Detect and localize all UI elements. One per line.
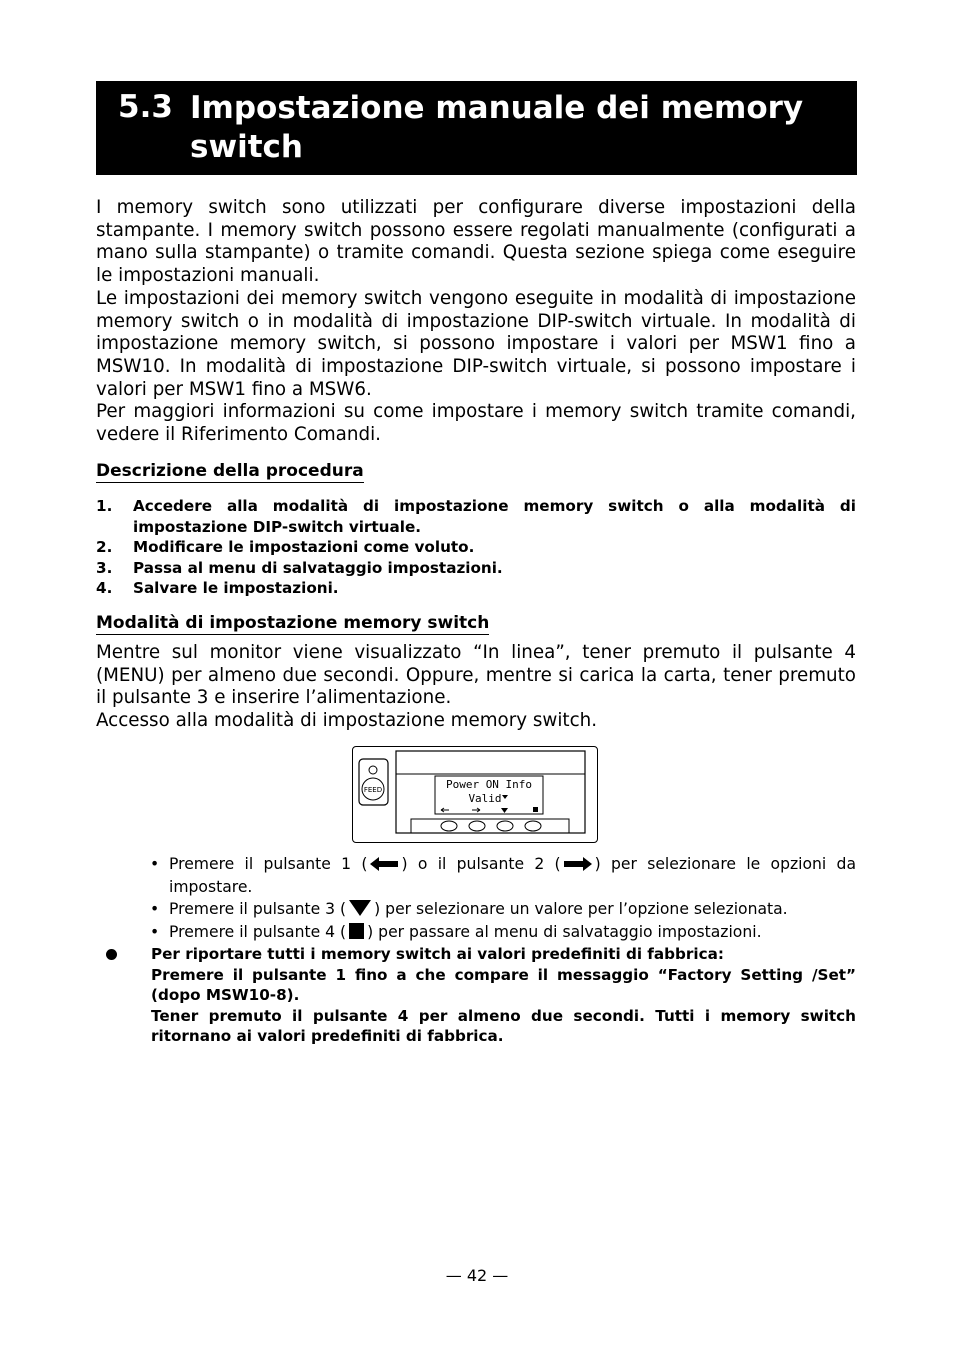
lcd-down-arrow-icon: [501, 808, 508, 813]
bullet-text: Premere il pulsante 4 (: [169, 922, 347, 941]
mode-paragraph-2: Accesso alla modalità di impostazione memory switch.: [96, 710, 598, 732]
step-item: [96, 578, 856, 599]
lcd-square-icon: [533, 807, 538, 812]
lcd-right-arrow-icon: [472, 808, 480, 812]
bullet-text: ) o il pulsante 2 (: [401, 855, 561, 873]
bullet-text: Premere il pulsante 1 (: [169, 855, 368, 873]
lcd-down-indicator-icon: [502, 795, 508, 799]
step-item: [96, 537, 856, 558]
section-title: Impostazione manuale dei memory switch: [190, 90, 804, 165]
procedure-heading: Descrizione della procedura: [96, 461, 364, 481]
down-triangle-icon: [348, 899, 372, 917]
list-item: [150, 898, 856, 921]
square-icon: [348, 922, 365, 940]
step-text: Accedere alla modalità di impostazione memory switch o alla modalità di impostazione DIP-switch virtuale.: [133, 497, 856, 536]
step-number: 3.: [96, 558, 113, 577]
list-item: [150, 921, 856, 944]
page-number: — 42 —: [445, 1266, 509, 1285]
right-arrow-icon: [563, 856, 593, 872]
lcd-left-arrow-icon: [441, 808, 449, 812]
panel-button-2[interactable]: [469, 821, 485, 831]
intro-paragraph-1: I memory switch sono utilizzati per configurare diverse impostazioni della stampante. I memory switch possono essere regolati manualmente (configurati a mano sulla stampante) o tramite comandi. Questa sezione spiega come eseguire le impostazioni manuali.: [96, 197, 856, 287]
power-led-icon: [369, 766, 377, 774]
button-instructions: [150, 853, 856, 943]
intro-paragraph-3: Per maggiori informazioni su come impostare i memory switch tramite comandi, vedere il Riferimento Comandi.: [96, 401, 856, 446]
bullet-dot: •: [150, 855, 160, 873]
note-step-1: Premere il pulsante 1 fino a che compare il messaggio “Factory Setting /Set” (dopo MSW10-8).: [151, 965, 856, 1004]
mode-heading: Modalità di impostazione memory switch: [96, 613, 490, 633]
button-strip: [411, 819, 569, 833]
bullet-text: ) per selezionare le opzioni da impostare.: [169, 855, 856, 896]
printer-control-panel: [352, 746, 598, 843]
procedure-steps: [96, 496, 856, 599]
step-item: [96, 496, 856, 537]
step-item: [96, 558, 856, 579]
panel-button-4[interactable]: [525, 821, 541, 831]
section-title-bar: [96, 81, 857, 175]
section-number: 5.3: [118, 89, 173, 125]
bullet-text: ) per selezionare un valore per l’opzione selezionata.: [374, 900, 788, 918]
factory-reset-note: [106, 944, 856, 1047]
step-text: Modificare le impostazioni come voluto.: [133, 538, 475, 556]
step-number: 1.: [96, 497, 113, 515]
step-number: 4.: [96, 579, 113, 597]
panel-drawing: [353, 747, 596, 841]
lcd-line-1: Power ON Info: [445, 778, 533, 791]
intro-paragraph-2: Le impostazioni dei memory switch vengono eseguite in modalità di impostazione memory switch o in modalità di impostazione DIP-switch virtuale. In modalità di impostazione memory switch, si possono impostare i valori per MSW1 fino a MSW10. In modalità di impostazione DIP-switch virtuale, si possono impostare i valori per MSW1 fino a MSW6.: [96, 287, 856, 400]
mode-paragraph-1: Mentre sul monitor viene visualizzato “In linea”, tener premuto il pulsante 4 (MENU) per almeno due secondi. Oppure, mentre si carica la carta, tener premuto il pulsante 3 e inserire l’alimentazione.: [96, 642, 856, 709]
panel-button-3[interactable]: [497, 821, 513, 831]
left-arrow-icon: [369, 856, 399, 872]
note-step-2: Tener premuto il pulsante 4 per almeno due secondi. Tutti i memory switch ritornano ai valori predefiniti di fabbrica.: [151, 1006, 856, 1045]
note-heading: Per riportare tutti i memory switch ai valori predefiniti di fabbrica:: [151, 945, 724, 963]
list-item: [150, 853, 856, 898]
bullet-dot: •: [150, 922, 160, 941]
step-text: Salvare le impostazioni.: [133, 579, 339, 597]
intro-text: [96, 197, 856, 447]
mode-text: [96, 642, 856, 733]
step-text: Passa al menu di salvataggio impostazioni.: [133, 558, 503, 577]
bullet-dot: •: [150, 900, 160, 918]
bullet-text: Premere il pulsante 3 (: [169, 900, 347, 918]
bullet-text: ) per passare al menu di salvataggio impostazioni.: [367, 922, 762, 941]
feed-label: FEED: [363, 786, 383, 794]
lcd-line-2: Valid: [468, 792, 502, 805]
panel-button-1[interactable]: [441, 821, 457, 831]
step-number: 2.: [96, 538, 113, 556]
